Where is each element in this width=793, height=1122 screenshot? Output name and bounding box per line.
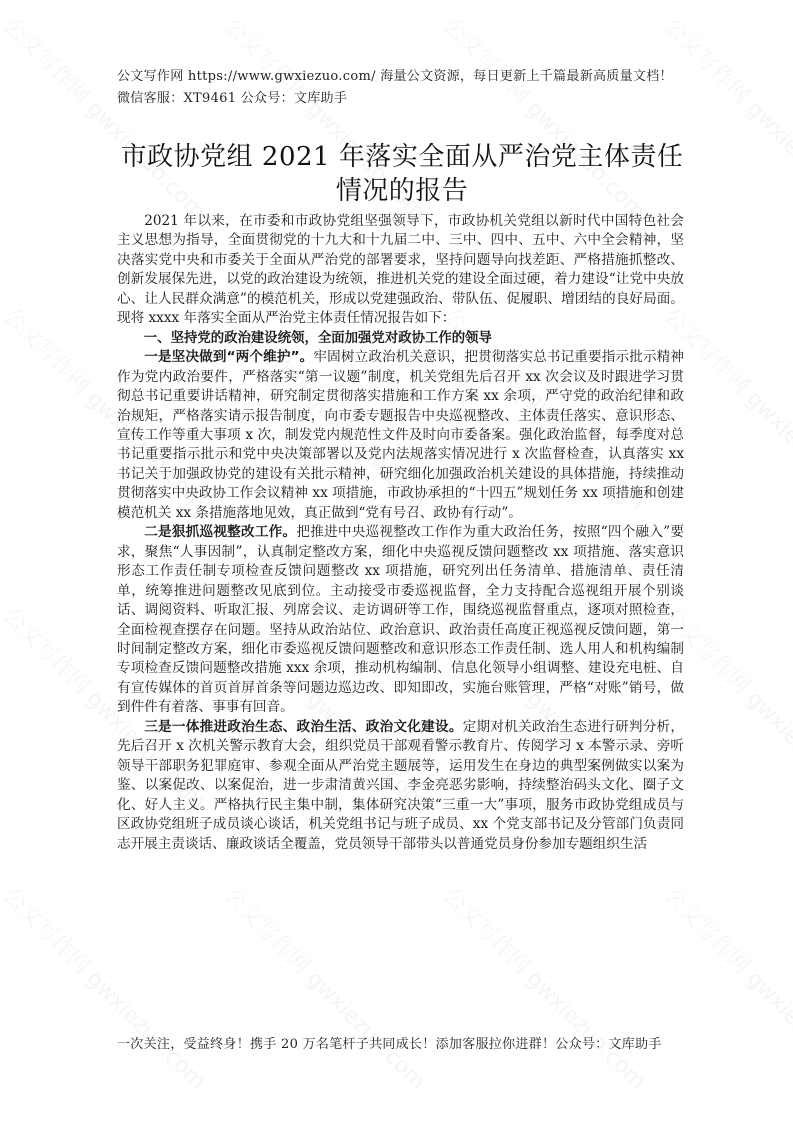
paragraph-1-lead: 一是坚决做到“两个维护”。: [144, 349, 314, 366]
document-body: [117, 212, 684, 854]
paragraph-1-text: 牢固树立政治机关意识，把贯彻落实总书记重要指示批示精神作为党内政治要件，严格落实“第一议题”制度，机关党组先后召开 xx 次会议及时跟进学习贯彻总书记重要讲话精神，研究制定贯彻落实措施和工作方案 xx 余项，严守党的政治纪律和政治规矩，严格落实请示报告制度，向市委专题报告中央巡视整改、主体责任落实、意识形态、宣传工作等重大事项 x 次，制发党内规范性文件及时向市委备案。强化政治监督，每季度对总书记重要指示批示和党中央决策部署以及党内法规落实情况进行 x 次监督检查，认真落实 xx 书记关于加强政协党的建设有关批示精神，研究细化加强政治机关建设的具体措施，持续推动贯彻落实中央政协工作会议精神 xx 项措施，市政协承担的“十四五”规划任务 xx 项措施和创建模范机关 xx 条措施落地见效，真正做到“党有号召、政协有行动”。: [117, 349, 685, 521]
paragraph-3-lead: 三是一体推进政治生态、政治生活、政治文化建设。: [144, 718, 463, 735]
intro-paragraph: 2021 年以来，在市委和市政协党组坚强领导下，市政协机关党组以新时代中国特色社会主义思想为指导，全面贯彻党的十九大和十九届二中、三中、四中、五中、六中全会精神，坚决落实党中央和市委关于全面从严治党的部署要求，坚持问题导向找差距、严格措施抓整改、创新发展保先进，以党的政治建设为统领，推进机关党的建设全面过硬，着力建设“让党中央放心、让人民群众满意”的模范机关，形成以党建强政治、带队伍、促履职、增团结的良好局面。现将 xxxx 年落实全面从严治党主体责任情况报告如下：: [117, 213, 684, 327]
watermark-text: [658, 880, 793, 1096]
paragraph-3: [117, 718, 684, 854]
paragraph-2-text: 把推进中央巡视整改工作作为重大政治任务，按照“四个融入”要求，聚焦“人事因制”，认真制定整改方案，细化中央巡视反馈问题整改 xx 项措施、落实意识形态工作责任制专项检查反馈问题整改 xx 项措施，研究列出任务清单、措施清单、责任清单，统筹推进问题整改见底到位。主动接受市委巡视监督，全力支持配合巡视组开展个别谈话、调阅资料、听取汇报、列席会议、走访调研等工作，围绕巡视监督重点，逐项对照检查，全面检视查摆存在问题。坚持从政治站位、政治意识、政治责任高度正视巡视反馈问题，第一时间制定整改方案，细化市委巡视反馈问题整改和意识形态工作责任制、选人用人和机构编制专项检查反馈问题整改措施 xxx 余项，推动机构编制、信息化领导小组调整、建设充电桩、自有宣传媒体的首页首屏首条等问题边巡边改、即知即改，实施台账管理，严格“对账”销号，做到件件有着落、事事有回音。: [117, 524, 684, 716]
section-heading-1: 一、坚持党的政治建设统领，全面加强党对政协工作的领导: [143, 330, 492, 346]
footer-text: 一次关注，受益终身！携手 20 万名笔杆子共同成长！添加客服拉你进群！公众号：文库助手: [117, 1037, 662, 1052]
watermark-text: [438, 880, 654, 1096]
document-title: 市政协党组 2021 年落实全面从严治党主体责任情况的报告: [120, 142, 684, 206]
paragraph-2: [117, 523, 684, 718]
page-header-ad: [117, 66, 683, 110]
paragraph-3-text: 定期对机关政治生态进行研判分析，先后召开 x 次机关警示教育大会，组织党员干部观看警示教育片、传阅学习 x 本警示录、旁听领导干部职务犯罪庭审、参观全面从严治党主题展等，运用发生在身边的典型案例做实以案为鉴、以案促改、以案促治，进一步肃清黄兴国、李金亮恶劣影响，持续整治码头文化、圈子文化、好人主义。严格执行民主集中制，集体研究决策“三重一大”事项，服务市政协党组成员与区政协党组班子成员谈心谈话，机关党组书记与班子成员、xx 个党支部书记及分管部门负责同志开展主责谈话、廉政谈话全覆盖，党员领导干部带头以普通党员身份参加专题组织生活: [117, 718, 684, 852]
paragraph-1: [117, 348, 684, 523]
header-text: 公文写作网 https://www.gwxiezuo.com/ 海量公文资源，每日更新上千篇最新高质量文档！微信客服：XT9461 公众号：文库助手: [117, 69, 673, 106]
watermark-text: [218, 880, 434, 1096]
paragraph-2-lead: 二是狠抓巡视整改工作。: [144, 524, 297, 541]
page-footer-ad: [117, 1034, 683, 1056]
watermark-text: [0, 880, 214, 1096]
